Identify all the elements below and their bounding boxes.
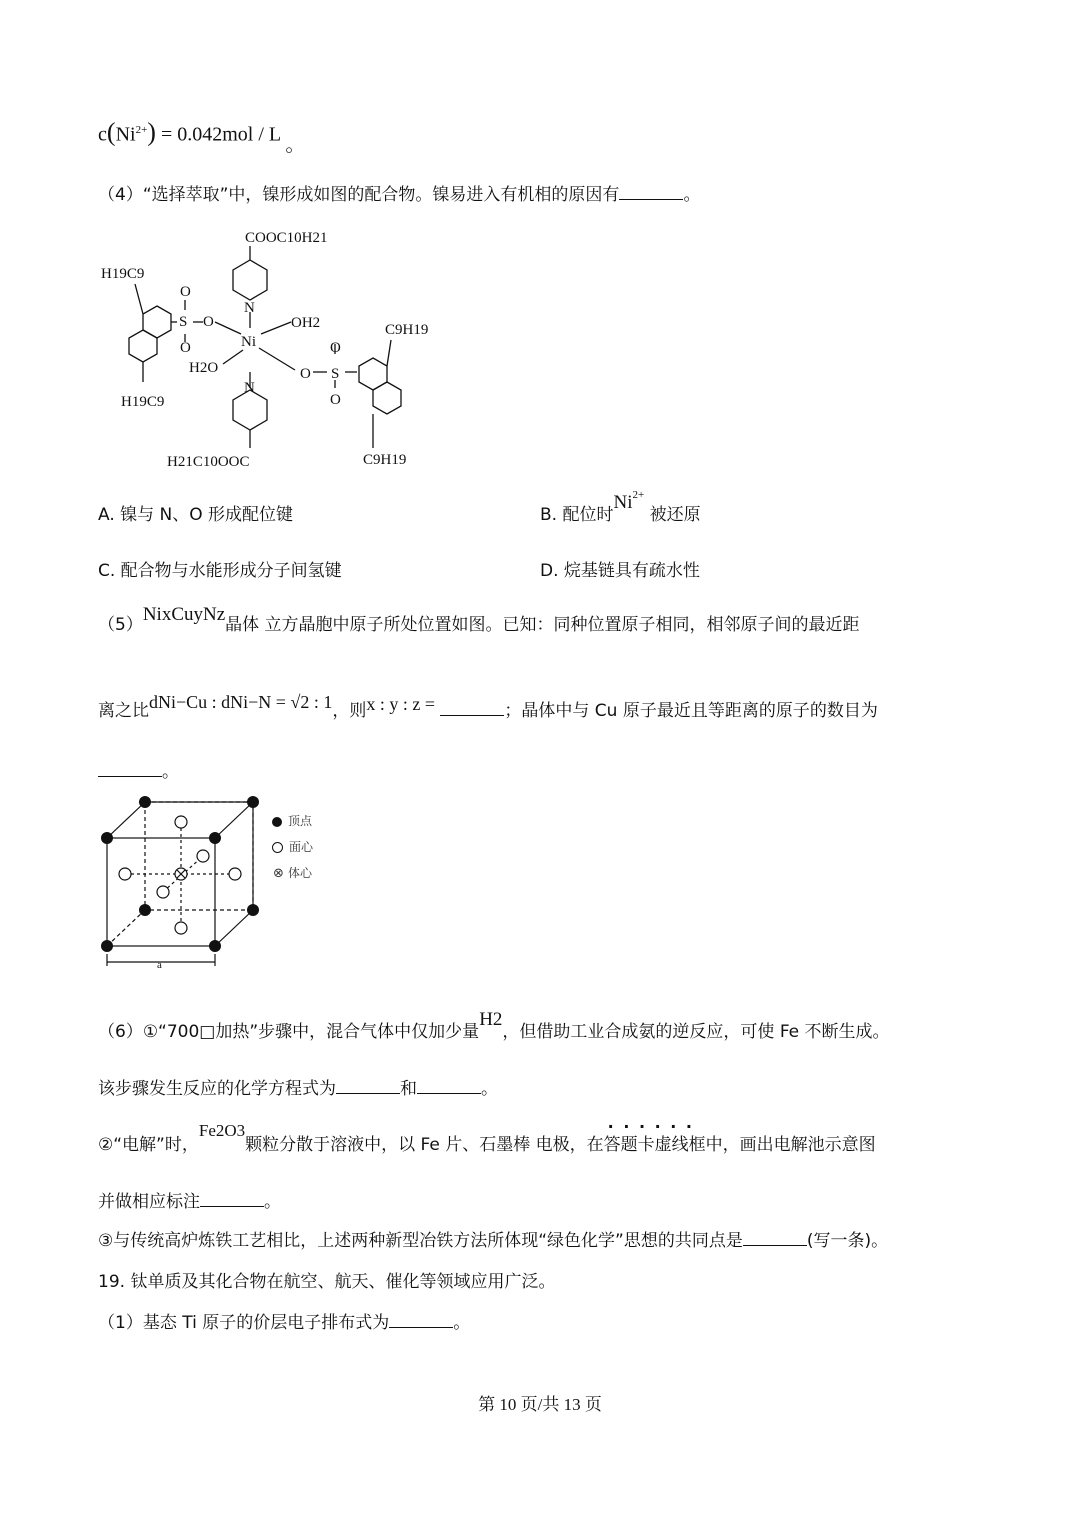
q6-green-blank[interactable] xyxy=(743,1229,807,1246)
q5-line2 xyxy=(98,692,878,723)
expr-ion: Ni xyxy=(115,123,136,146)
option-c[interactable] xyxy=(98,559,342,583)
q4-question xyxy=(98,183,700,207)
q6-eq1-blank[interactable] xyxy=(336,1077,400,1094)
legend-body xyxy=(272,860,313,887)
svg-text:O: O xyxy=(330,340,341,356)
q19-sub1-end: 。 xyxy=(453,1313,471,1333)
ni-center-label: Ni xyxy=(241,334,256,350)
svg-text:O: O xyxy=(203,314,214,330)
q6-line5-post: (写一条)。 xyxy=(806,1231,889,1251)
svg-text:O: O xyxy=(180,284,191,300)
page-footer: 第 10 页/共 13 页 xyxy=(478,1395,602,1414)
q5-line3 xyxy=(98,760,179,784)
q19-title xyxy=(98,1270,555,1294)
q6-h2: H2 xyxy=(479,1009,503,1030)
q6-line3-mid: 颗粒分散于溶液中，以 Fe 片、石墨棒 电极，在 xyxy=(245,1135,604,1155)
q5-line2-mid: ，则 xyxy=(332,701,367,721)
option-b[interactable] xyxy=(540,489,701,529)
expr-end: 。 xyxy=(285,133,306,156)
option-b-ion: Ni xyxy=(613,492,633,513)
option-b-post: 被还原 xyxy=(649,505,701,525)
legend-face-label: 面心 xyxy=(289,840,314,854)
q6-and: 和 xyxy=(400,1079,417,1099)
legend-vertex xyxy=(272,808,313,834)
q5-formula: NixCuyNz xyxy=(142,604,226,625)
q6-line3-post: 中，画出电解池示意图 xyxy=(705,1135,876,1155)
q4-answer-blank[interactable] xyxy=(619,183,683,200)
option-d[interactable] xyxy=(540,559,700,583)
concentration-expression: $c(Ni^{2+}) = 0.042mol / L$ 。 xyxy=(98,117,306,156)
q19-sub1-blank[interactable] xyxy=(389,1311,453,1328)
q6-line5-pre: ③与传统高炉炼铁工艺相比，上述两种新型冶铁方法所体现“绿色化学”思想的共同点是 xyxy=(98,1231,743,1251)
q6-line1-post: ，但借助工业合成氨的逆反应，可使 Fe 不断生成。 xyxy=(502,1022,890,1042)
option-c-text: C. 配合物与水能形成分子间氢键 xyxy=(98,561,342,581)
top-ester-label: COOC10H21 xyxy=(245,230,328,246)
cell-edge-label: a xyxy=(157,959,162,971)
svg-text:O: O xyxy=(300,366,311,382)
option-a[interactable] xyxy=(98,503,293,527)
q6-eq2-blank[interactable] xyxy=(417,1077,481,1094)
q5-line1 xyxy=(98,604,860,637)
legend-vertex-label: 顶点 xyxy=(288,814,313,828)
q6-line2-end: 。 xyxy=(481,1079,498,1099)
open-circle-icon xyxy=(272,842,283,853)
q6-line5 xyxy=(98,1229,888,1253)
q6-line1-pre: （6）①“700□加热”步骤中，混合气体中仅加少量 xyxy=(98,1022,480,1042)
q6-line1 xyxy=(98,1009,890,1044)
expr-value: = 0.042mol / L xyxy=(160,123,281,146)
cell-legend xyxy=(272,808,313,887)
q19-sub1-text: （1）基态 Ti 原子的价层电子排布式为 xyxy=(98,1313,390,1333)
q6-line3-pre: ②“电解”时， xyxy=(98,1135,199,1155)
svg-text:S: S xyxy=(331,366,340,382)
nonyl-br-label: C9H19 xyxy=(363,452,407,468)
bottom-ester-label: H21C10OOC xyxy=(167,454,250,470)
filled-circle-icon xyxy=(272,817,282,827)
svg-text:O: O xyxy=(180,340,191,356)
nickel-complex-structure xyxy=(95,222,455,474)
water2-label: H2O xyxy=(189,360,219,376)
q6-emphasis-text: · · 答题卡虚线框 xyxy=(604,1133,706,1157)
expr-charge: 2+ xyxy=(135,124,148,136)
svg-text:O: O xyxy=(330,392,341,408)
expr-prefix: c xyxy=(98,123,107,146)
q6-line2 xyxy=(98,1077,498,1101)
q5-prefix: （5） xyxy=(98,615,143,635)
q19-sub1 xyxy=(98,1311,470,1335)
q5-line2-post: ；晶体中与 Cu 原子最近且等距离的原子的数目为 xyxy=(504,701,878,721)
q6-annotation-blank[interactable] xyxy=(200,1190,264,1207)
nonyl-bl-label: H19C9 xyxy=(121,394,165,410)
q6-line4 xyxy=(98,1190,281,1214)
q5-ratio: dNi−Cu : dNi−N = √2 : 1 xyxy=(149,692,333,712)
q6-line4-end: 。 xyxy=(264,1192,281,1212)
q5-line2-pre: 离之比 xyxy=(98,701,149,721)
nonyl-tr-label: C9H19 xyxy=(385,322,429,338)
q6-line4-text: 并做相应标注 xyxy=(98,1192,200,1212)
q5-end: 。 xyxy=(162,762,179,782)
q6-line3 xyxy=(98,1121,876,1157)
option-b-charge: 2+ xyxy=(632,489,645,501)
water1-label: OH2 xyxy=(291,315,321,331)
svg-text:N: N xyxy=(244,380,255,396)
option-b-pre: B. 配位时 xyxy=(540,505,614,525)
legend-body-label: 体心 xyxy=(288,866,313,880)
option-a-text: A. 镍与 N、O 形成配位键 xyxy=(98,505,294,525)
option-d-text: D. 烷基链具有疏水性 xyxy=(540,561,700,581)
q19-title-text: 19. 钛单质及其化合物在航空、航天、催化等领域应用广泛。 xyxy=(98,1272,556,1292)
crossed-circle-icon: ⊗ xyxy=(273,865,284,881)
svg-text:S: S xyxy=(179,314,188,330)
q5-xyz: x : y : z = xyxy=(366,694,435,714)
q5-text: 晶体 立方晶胞中原子所处位置如图。已知：同种位置原子相同，相邻原子间的最近距 xyxy=(225,615,860,635)
q5-count-blank[interactable] xyxy=(98,760,162,777)
q5-xyz-blank[interactable] xyxy=(440,699,504,716)
q4-end: 。 xyxy=(683,185,701,205)
q6-fe2o3: Fe2O3 xyxy=(198,1121,246,1140)
q4-text: （4）“选择萃取”中，镍形成如图的配合物。镍易进入有机相的原因有 xyxy=(98,185,620,205)
svg-text:N: N xyxy=(244,300,255,316)
q6-line2-pre: 该步骤发生反应的化学方程式为 xyxy=(98,1079,336,1099)
legend-face xyxy=(272,834,313,860)
nonyl-tl-label: H19C9 xyxy=(101,266,145,282)
